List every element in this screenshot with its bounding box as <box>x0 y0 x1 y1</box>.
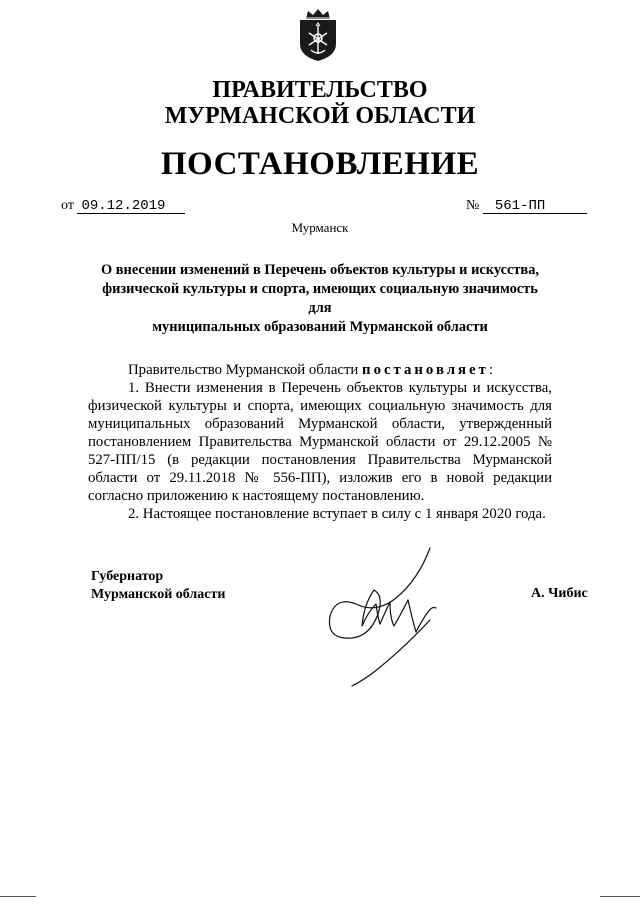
subject-line-2: физической культуры и спорта, имеющих социальную значимость для <box>102 281 538 316</box>
handwritten-signature <box>318 540 448 690</box>
coat-of-arms-icon <box>296 8 340 62</box>
signer-name: А. Чибис <box>531 586 588 601</box>
document-type-title: ПОСТАНОВЛЕНИЕ <box>160 146 480 182</box>
date-prefix: от <box>61 198 74 213</box>
city-name: Мурманск <box>291 220 349 235</box>
subject-line-1: О внесении изменений в Перечень объектов культуры и искусства, <box>100 262 539 278</box>
body-item-2: 2. Настоящее постановление вступает в силу с 1 января 2020 года. <box>128 506 546 522</box>
body-intro: Правительство Мурманской области постановляет: <box>128 362 494 378</box>
document-number: 561-ПП <box>483 200 587 214</box>
government-title-line1: ПРАВИТЕЛЬСТВО <box>212 77 428 103</box>
footer-divider-right <box>600 896 640 897</box>
subject-line-3: муниципальных образований Мурманской области <box>152 319 488 335</box>
date-block <box>61 198 185 214</box>
document-date: 09.12.2019 <box>77 200 185 214</box>
signer-position-line2: Мурманской области <box>91 587 226 602</box>
number-block <box>466 198 587 214</box>
signer-position-line1: Губернатор <box>91 569 164 584</box>
body-item-1: 1. Внести изменения в Перечень объектов культуры и искусства, физической культуры и спорта, имеющих социальную значимость для муниципальных образований Мурманской области, утвержденный постановлением Правительства Мурманской области от 29.12.2005 № 527-ПП/15 (в редакции постановления Правительства Мурманской области от 29.11.2018 № 556-ПП), изложив его в новой редакции согласно приложению к настоящему постановлению. <box>88 380 552 504</box>
footer-divider-left <box>0 896 36 897</box>
number-prefix: № <box>466 198 480 213</box>
government-title-line2: МУРМАНСКОЙ ОБЛАСТИ <box>164 103 476 129</box>
signer-position <box>91 568 225 604</box>
document-subject <box>96 261 544 337</box>
document-body <box>88 361 552 523</box>
decree-verb: постановляет <box>362 362 489 378</box>
